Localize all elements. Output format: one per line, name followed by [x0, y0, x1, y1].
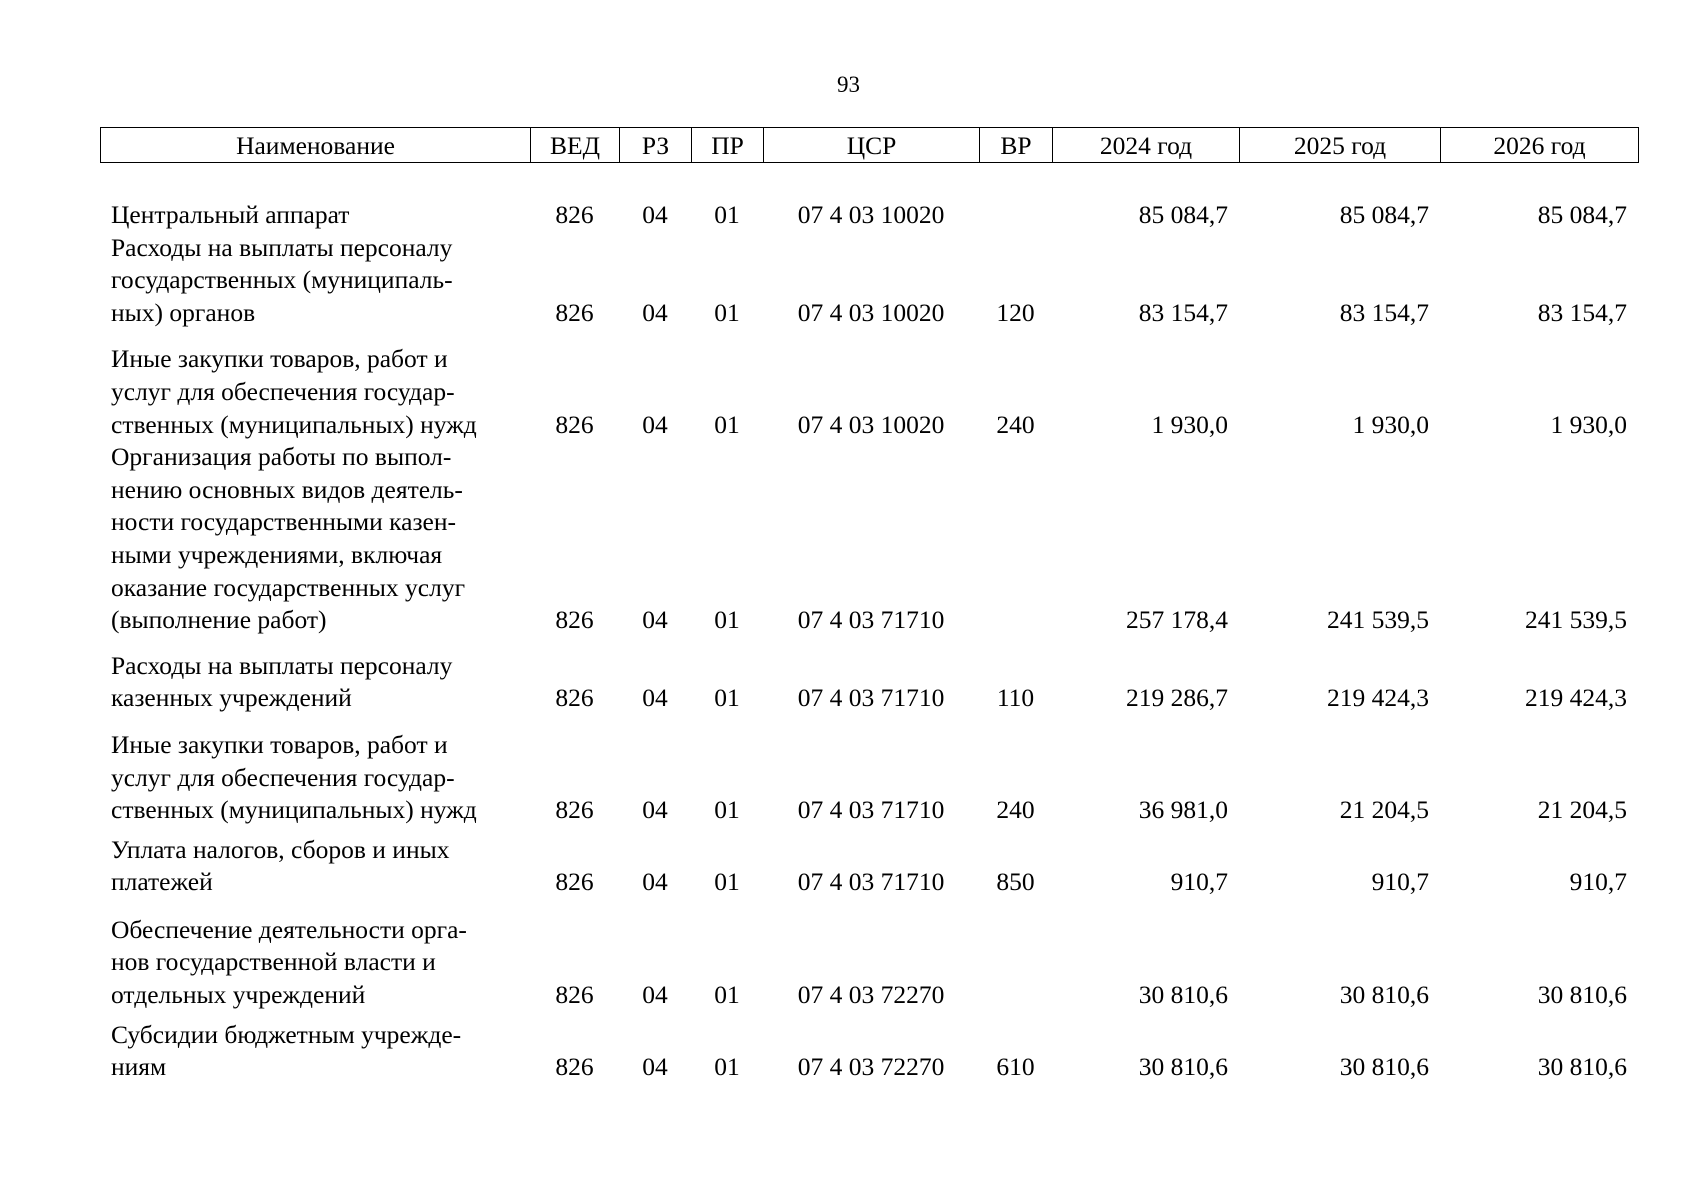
row-name-line: услуг для обеспечения государ- — [111, 376, 455, 406]
row-name — [100, 441, 530, 637]
row-rz: 04 — [642, 867, 668, 897]
row-value-2026: 219 424,3 — [1525, 683, 1627, 713]
table-row — [100, 827, 1638, 899]
header-ved: ВЕД — [531, 128, 620, 163]
row-name-line: (выполнение работ) — [111, 605, 327, 635]
row-name-line: отдельных учреждений — [111, 980, 366, 1010]
row-value-2026: 910,7 — [1569, 867, 1627, 897]
row-ved: 826 — [555, 795, 594, 825]
row-rz: 04 — [642, 297, 668, 327]
budget-table — [100, 199, 1638, 1084]
row-name — [100, 232, 530, 330]
row-value-2026: 1 930,0 — [1550, 409, 1627, 439]
row-name-line: Иные закупки товаров, работ и — [111, 344, 448, 374]
row-rz: 04 — [642, 605, 668, 635]
row-name-line: Обеспечение деятельности орга- — [111, 914, 467, 944]
row-name-line: казенных учреждений — [111, 683, 352, 713]
row-csr: 07 4 03 72270 — [797, 980, 945, 1010]
header-2026: 2026 год — [1441, 128, 1639, 163]
row-value-2025: 910,7 — [1371, 867, 1429, 897]
row-pr: 01 — [714, 409, 740, 439]
row-ved: 826 — [555, 1052, 594, 1082]
row-name — [100, 715, 530, 827]
row-name-line: нению основных видов деятель- — [111, 474, 463, 504]
row-name-line: Организация работы по выпол- — [111, 442, 452, 472]
row-value-2026: 30 810,6 — [1537, 980, 1627, 1010]
row-value-2026: 85 084,7 — [1537, 200, 1627, 229]
row-ved: 826 — [555, 980, 594, 1010]
row-value-2024: 1 930,0 — [1151, 409, 1228, 439]
row-name-line: платежей — [111, 867, 213, 897]
row-vr: 240 — [996, 795, 1035, 825]
row-value-2026: 30 810,6 — [1537, 1052, 1627, 1082]
table-row — [100, 232, 1638, 330]
row-vr: 850 — [996, 867, 1035, 897]
row-pr: 01 — [714, 683, 740, 713]
row-value-2025: 83 154,7 — [1339, 297, 1429, 327]
row-value-2026: 21 204,5 — [1537, 795, 1627, 825]
row-value-2025: 30 810,6 — [1339, 980, 1429, 1010]
row-vr — [979, 441, 1052, 637]
row-name-line: ственных (муниципальных) нужд — [111, 409, 477, 439]
row-value-2025: 1 930,0 — [1352, 409, 1429, 439]
row-name — [100, 827, 530, 899]
row-vr — [979, 199, 1052, 232]
row-csr: 07 4 03 72270 — [797, 1052, 945, 1082]
row-ved: 826 — [555, 867, 594, 897]
table-row — [100, 637, 1638, 715]
row-vr: 240 — [996, 409, 1035, 439]
row-name — [100, 199, 530, 232]
row-name — [100, 1012, 530, 1084]
page-number: 93 — [837, 72, 860, 97]
row-value-2025: 219 424,3 — [1327, 683, 1429, 713]
row-value-2026: 241 539,5 — [1525, 605, 1627, 635]
row-rz: 04 — [642, 200, 668, 229]
row-name-line: государственных (муниципаль- — [111, 265, 453, 295]
row-value-2024: 257 178,4 — [1126, 605, 1228, 635]
row-csr: 07 4 03 71710 — [797, 867, 945, 897]
row-value-2024: 36 981,0 — [1138, 795, 1228, 825]
row-name-line: ными учреждениями, включая — [111, 539, 443, 569]
header-rz: РЗ — [620, 128, 692, 163]
table-row — [100, 899, 1638, 1012]
row-name-line: ственных (муниципальных) нужд — [111, 795, 477, 825]
row-ved: 826 — [555, 409, 594, 439]
row-value-2024: 85 084,7 — [1138, 200, 1228, 229]
header-2024: 2024 год — [1053, 128, 1240, 163]
row-name-line: ности государственными казен- — [111, 507, 456, 537]
row-ved: 826 — [555, 200, 594, 229]
row-rz: 04 — [642, 795, 668, 825]
row-value-2024: 30 810,6 — [1138, 1052, 1228, 1082]
header-2025: 2025 год — [1240, 128, 1441, 163]
row-name-line: Расходы на выплаты персоналу — [111, 232, 453, 262]
row-value-2025: 241 539,5 — [1327, 605, 1429, 635]
table-row — [100, 1012, 1638, 1084]
row-name — [100, 329, 530, 441]
row-value-2024: 219 286,7 — [1126, 683, 1228, 713]
row-value-2025: 30 810,6 — [1339, 1052, 1429, 1082]
row-pr: 01 — [714, 200, 740, 229]
row-csr: 07 4 03 10020 — [797, 297, 945, 327]
row-pr: 01 — [714, 980, 740, 1010]
table-row — [100, 329, 1638, 441]
row-value-2026: 83 154,7 — [1537, 297, 1627, 327]
row-name — [100, 899, 530, 1012]
row-value-2024: 83 154,7 — [1138, 297, 1228, 327]
row-pr: 01 — [714, 297, 740, 327]
row-name-line: оказание государственных услуг — [111, 572, 466, 602]
table-row — [100, 715, 1638, 827]
row-name-line: ных) органов — [111, 297, 256, 327]
row-pr: 01 — [714, 1052, 740, 1082]
row-name-line: Расходы на выплаты персоналу — [111, 650, 453, 680]
row-name-line: Иные закупки товаров, работ и — [111, 729, 448, 759]
row-csr: 07 4 03 71710 — [797, 795, 945, 825]
row-rz: 04 — [642, 980, 668, 1010]
row-value-2024: 30 810,6 — [1138, 980, 1228, 1010]
row-rz: 04 — [642, 683, 668, 713]
row-csr: 07 4 03 10020 — [797, 409, 945, 439]
row-csr: 07 4 03 10020 — [797, 200, 945, 229]
row-vr: 120 — [996, 297, 1035, 327]
header-vr: ВР — [980, 128, 1053, 163]
row-value-2025: 85 084,7 — [1339, 200, 1429, 229]
row-name-line: услуг для обеспечения государ- — [111, 762, 455, 792]
row-name — [100, 637, 530, 715]
row-rz: 04 — [642, 409, 668, 439]
row-pr: 01 — [714, 867, 740, 897]
row-ved: 826 — [555, 683, 594, 713]
row-pr: 01 — [714, 605, 740, 635]
header-name: Наименование — [101, 128, 531, 163]
table-row — [100, 441, 1638, 637]
table-header — [100, 127, 1639, 163]
row-name-line: нов государственной власти и — [111, 947, 436, 977]
row-ved: 826 — [555, 605, 594, 635]
row-csr: 07 4 03 71710 — [797, 605, 945, 635]
row-vr — [979, 899, 1052, 1012]
row-name-line: Субсидии бюджетным учрежде- — [111, 1019, 462, 1049]
table-row — [100, 199, 1638, 232]
row-value-2024: 910,7 — [1170, 867, 1228, 897]
row-rz: 04 — [642, 1052, 668, 1082]
row-ved: 826 — [555, 297, 594, 327]
row-vr: 610 — [996, 1052, 1035, 1082]
row-csr: 07 4 03 71710 — [797, 683, 945, 713]
row-vr: 110 — [996, 683, 1035, 713]
row-name-line: Центральный аппарат — [111, 200, 350, 229]
header-csr: ЦСР — [764, 128, 980, 163]
row-value-2025: 21 204,5 — [1339, 795, 1429, 825]
row-name-line: Уплата налогов, сборов и иных — [111, 834, 450, 864]
row-pr: 01 — [714, 795, 740, 825]
header-pr: ПР — [692, 128, 764, 163]
row-name-line: ниям — [111, 1052, 167, 1082]
